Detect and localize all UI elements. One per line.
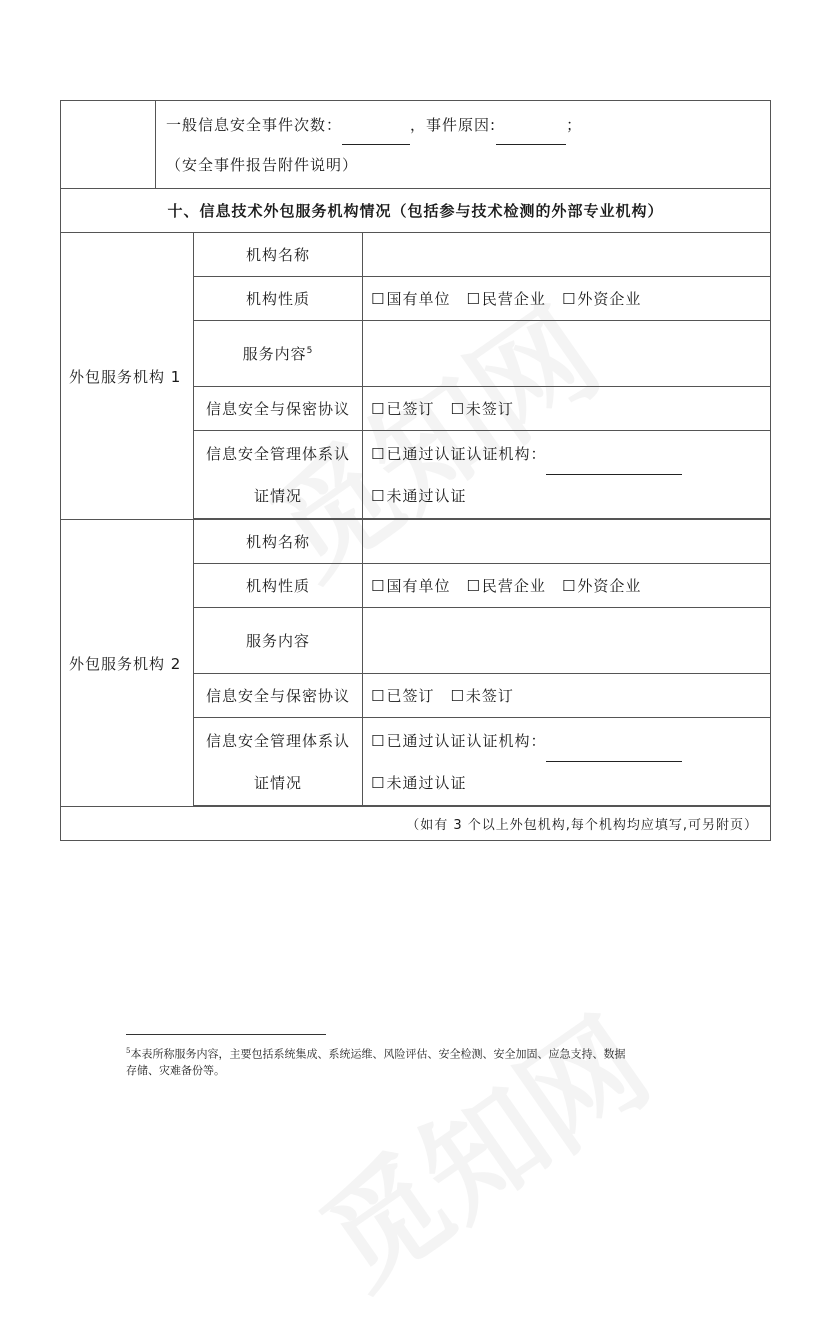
org-2-signed-option[interactable]: ☐已签订 — [371, 687, 435, 705]
outsourcing-form-table — [60, 100, 771, 841]
incident-count-label: 一般信息安全事件次数： — [166, 116, 343, 134]
checkbox-icon: ☐ — [371, 290, 386, 308]
org-1-signed-option[interactable]: ☐已签订 — [371, 400, 435, 418]
org-2-cert-body-blank[interactable] — [546, 737, 682, 762]
org-2-title: 外包服务机构 2 — [61, 520, 194, 807]
checkbox-icon: ☐ — [561, 290, 577, 308]
org-1-state-owned-option[interactable]: ☐国有单位 — [371, 290, 451, 308]
checkbox-icon: ☐ — [371, 731, 386, 750]
org-1-cert-body-blank[interactable] — [546, 450, 682, 475]
footnote-ref: 5 — [306, 346, 314, 356]
org-2-service-label: 服务内容 — [194, 608, 363, 674]
org-2-name-label: 机构名称 — [194, 520, 363, 564]
org-1-private-option[interactable]: ☐民营企业 — [466, 290, 546, 308]
org-2-not-signed-option[interactable]: ☐未签订 — [450, 687, 514, 705]
org-2-nature-label: 机构性质 — [194, 564, 363, 608]
org-2-certified-option[interactable]: ☐已通过认证认证机构： — [371, 731, 547, 750]
incident-cause-blank[interactable] — [496, 104, 566, 145]
incident-line-end: ； — [566, 116, 583, 134]
incident-attachment-note: （安全事件报告附件说明） — [166, 156, 359, 174]
org-2-nature-options — [363, 564, 771, 608]
org-1-not-signed-option[interactable]: ☐未签订 — [450, 400, 514, 418]
org-1-agreement-options — [363, 387, 771, 431]
org-1-name-value[interactable] — [363, 233, 771, 277]
checkbox-icon: ☐ — [371, 687, 386, 705]
org-1-name-label: 机构名称 — [194, 233, 363, 277]
footnote-line-1: 本表所称服务内容，主要包括系统集成、系统运维、风险评估、安全检测、安全加固、应急支持、数据 — [130, 1047, 626, 1061]
footnote-number: 5 — [126, 1047, 131, 1055]
checkbox-icon: ☐ — [450, 687, 465, 705]
checkbox-icon: ☐ — [371, 486, 386, 505]
footnote-line-2: 存储、灾难备份等。 — [126, 1063, 225, 1077]
checkbox-icon: ☐ — [466, 577, 481, 595]
org-2-foreign-option[interactable]: ☐外资企业 — [561, 577, 642, 595]
org-1-foreign-option[interactable]: ☐外资企业 — [561, 290, 642, 308]
org-1-mgmt-options — [363, 431, 771, 519]
org-2-mgmt-label: 信息安全管理体系认 证情况 — [194, 718, 363, 806]
org-1-nature-label: 机构性质 — [194, 277, 363, 321]
org-2-agreement-label: 信息安全与保密协议 — [194, 674, 363, 718]
incident-count-blank[interactable] — [342, 104, 410, 145]
section-title: 十、信息技术外包服务机构情况（包括参与技术检测的外部专业机构） — [61, 189, 771, 233]
checkbox-icon: ☐ — [466, 290, 481, 308]
org-2-private-option[interactable]: ☐民营企业 — [466, 577, 546, 595]
org-1-certified-option[interactable]: ☐已通过认证认证机构： — [371, 444, 547, 463]
org-1-nature-options — [363, 277, 771, 321]
checkbox-icon: ☐ — [450, 400, 465, 418]
incident-row — [61, 101, 771, 189]
org-1-not-certified-option[interactable]: ☐未通过认证 — [371, 486, 467, 505]
org-2-name-value[interactable] — [363, 520, 771, 564]
org-2-agreement-options — [363, 674, 771, 718]
org-1-mgmt-label: 信息安全管理体系认 证情况 — [194, 431, 363, 519]
blank-cell — [61, 101, 156, 189]
checkbox-icon: ☐ — [371, 773, 386, 792]
org-2-service-value[interactable] — [363, 608, 771, 674]
footnote-rule — [126, 1034, 326, 1035]
watermark — [283, 972, 677, 1319]
org-2-state-owned-option[interactable]: ☐国有单位 — [371, 577, 451, 595]
org-2-not-certified-option[interactable]: ☐未通过认证 — [371, 773, 467, 792]
bottom-note: （如有 3 个以上外包机构,每个机构均应填写,可另附页） — [61, 807, 771, 841]
checkbox-icon: ☐ — [371, 444, 386, 463]
org-1-service-label: 服务内容$^5$ — [194, 321, 363, 387]
org-1-title: 外包服务机构 1 — [61, 233, 194, 520]
footnote — [126, 1043, 726, 1079]
checkbox-icon: ☐ — [561, 577, 577, 595]
checkbox-icon: ☐ — [371, 400, 386, 418]
incident-cell — [156, 101, 771, 189]
org-1-service-value[interactable] — [363, 321, 771, 387]
checkbox-icon: ☐ — [371, 577, 386, 595]
org-1-agreement-label: 信息安全与保密协议 — [194, 387, 363, 431]
org-2-mgmt-options — [363, 718, 771, 806]
incident-cause-label: ，事件原因: — [410, 116, 497, 134]
